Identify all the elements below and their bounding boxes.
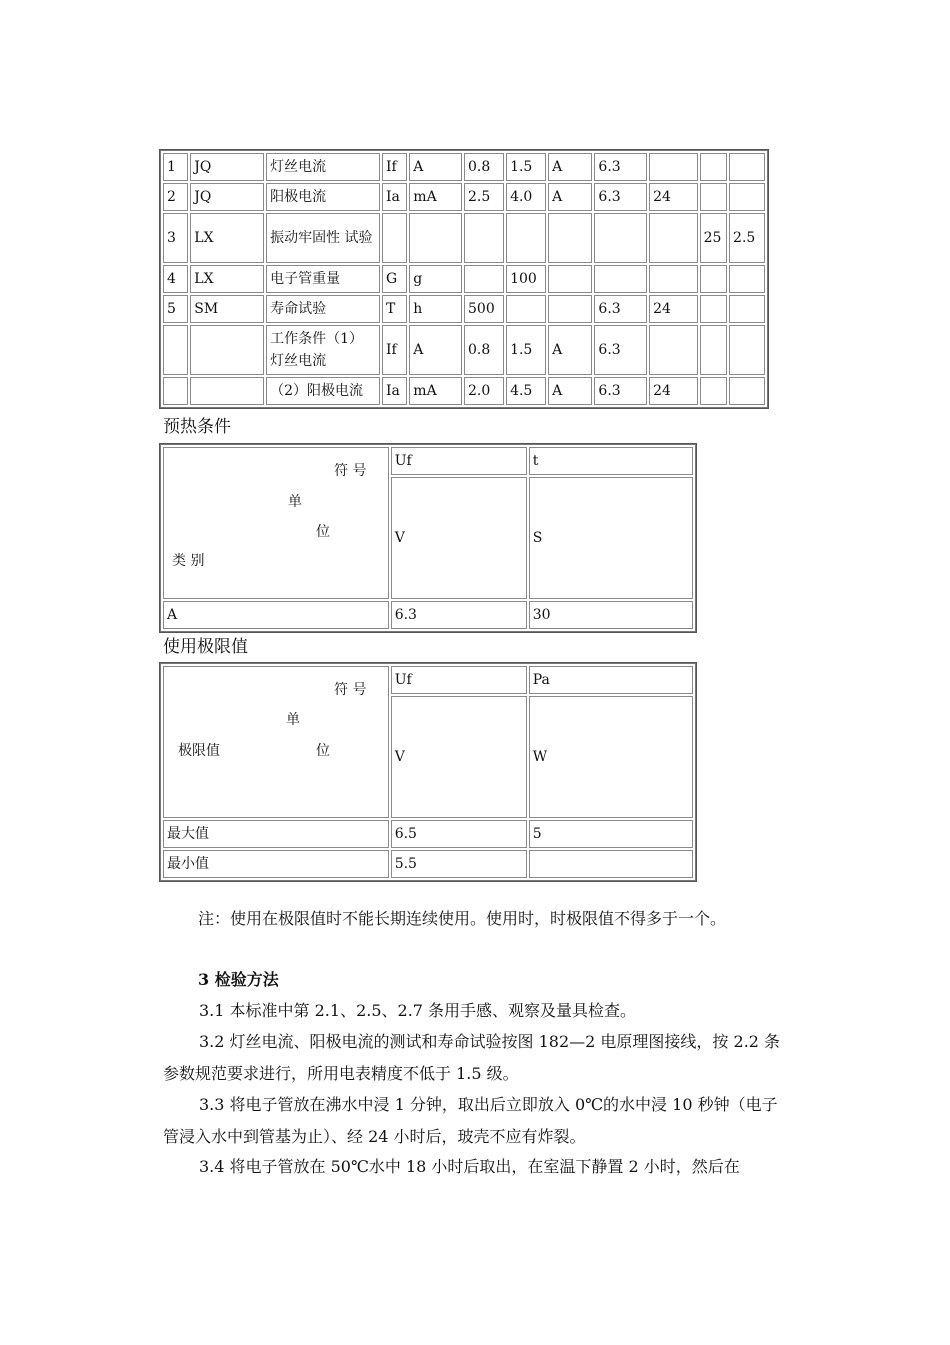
spec-table-row (163, 183, 765, 211)
spec-table-cell: If (382, 325, 407, 375)
limits-max-label: 最大值 (163, 820, 389, 848)
spec-table-cell: mA (409, 183, 462, 211)
spec-table-cell (700, 153, 727, 181)
spec-table-cell (729, 295, 765, 323)
spec-table-cell (649, 153, 698, 181)
spec-table-cell: 24 (649, 183, 698, 211)
usage-limits-table (160, 663, 696, 881)
spec-table-cell (729, 377, 765, 405)
spec-table-cell: LX (190, 213, 264, 263)
spec-table-cell (700, 295, 727, 323)
spec-table-cell: 6.3 (594, 325, 647, 375)
spec-table-cell: 6.3 (594, 183, 647, 211)
spec-table-cell (649, 325, 698, 375)
spec-table-cell: JQ (190, 153, 264, 181)
limits-header-symbol: 符 号 (334, 682, 367, 698)
preheat-header-unit-2: 位 (316, 524, 330, 540)
spec-table-cell (729, 265, 765, 293)
usage-note: 注：使用在极限值时不能长期连续使用。使用时，时极限值不得多于一个。 (198, 909, 727, 928)
spec-table-row (163, 377, 765, 405)
spec-table-cell: 2 (163, 183, 188, 211)
spec-table-cell: 25 (700, 213, 727, 263)
paragraph-3-2 (163, 1026, 788, 1090)
spec-table-cell: 2.5 (464, 183, 504, 211)
spec-table-cell: Ia (382, 377, 407, 405)
spec-table-cell (594, 213, 647, 263)
spec-table-cell (548, 295, 592, 323)
spec-table-cell: g (409, 265, 462, 293)
parameter-spec-table (160, 150, 768, 408)
preheat-row-label: A (163, 601, 389, 629)
limits-min-label: 最小值 (163, 850, 389, 878)
paragraph-3-1 (163, 995, 788, 1027)
spec-table-cell: 6.3 (594, 153, 647, 181)
spec-table-cell (506, 213, 546, 263)
spec-table-cell (700, 183, 727, 211)
spec-table-cell: 振动牢固性 试验 (266, 213, 380, 263)
spec-table-cell (700, 265, 727, 293)
spec-table-cell (190, 325, 264, 375)
spec-table-cell (409, 213, 462, 263)
limits-diagonal-header (163, 666, 389, 818)
spec-table-cell: JQ (190, 183, 264, 211)
spec-table-cell: 2.0 (464, 377, 504, 405)
spec-table-cell (382, 213, 407, 263)
spec-table-cell (190, 377, 264, 405)
spec-table-cell: G (382, 265, 407, 293)
spec-table-cell: A (548, 325, 592, 375)
limits-max-pa: 5 (529, 820, 693, 848)
spec-table-cell: 500 (464, 295, 504, 323)
preheat-conditions-table (160, 444, 696, 632)
limits-max-uf: 6.5 (391, 820, 527, 848)
spec-table-cell (548, 213, 592, 263)
preheat-header-symbol: 符 号 (334, 463, 367, 479)
spec-table-cell (729, 183, 765, 211)
limits-header-category: 极限值 (178, 743, 220, 759)
spec-table-cell: 4.0 (506, 183, 546, 211)
spec-table-cell: 0.8 (464, 153, 504, 181)
limits-min-pa (529, 850, 693, 878)
paragraph-3-4-text: 3.4 将电子管放在 50℃水中 18 小时后取出，在室温下静置 2 小时，然后在 (199, 1157, 740, 1176)
spec-table-cell (163, 325, 188, 375)
limits-unit-w: W (529, 696, 693, 818)
spec-table-cell: If (382, 153, 407, 181)
spec-table-cell: A (409, 153, 462, 181)
limits-caption: 使用极限值 (163, 637, 248, 657)
spec-table-cell: （2）阳极电流 (266, 377, 380, 405)
spec-table-cell: Ia (382, 183, 407, 211)
preheat-value-uf: 6.3 (391, 601, 527, 629)
limits-min-uf: 5.5 (391, 850, 527, 878)
spec-table-row (163, 213, 765, 263)
spec-table-cell: T (382, 295, 407, 323)
spec-table-cell: 3 (163, 213, 188, 263)
spec-table-cell: 工作条件（1）灯丝电流 (266, 325, 380, 375)
spec-table-cell: SM (190, 295, 264, 323)
spec-table-row (163, 153, 765, 181)
spec-table-cell: A (548, 377, 592, 405)
spec-table-cell: 1.5 (506, 153, 546, 181)
limits-symbol-uf: Uf (391, 666, 527, 694)
spec-table-cell: A (548, 153, 592, 181)
preheat-value-t: 30 (529, 601, 693, 629)
spec-table-cell (700, 377, 727, 405)
spec-table-cell (729, 153, 765, 181)
spec-table-cell (649, 213, 698, 263)
preheat-diagonal-header (163, 447, 389, 599)
limits-header-unit-2: 位 (316, 743, 330, 759)
spec-table-cell: 24 (649, 295, 698, 323)
spec-table-cell (506, 295, 546, 323)
spec-table-cell: 5 (163, 295, 188, 323)
spec-table-cell: A (548, 183, 592, 211)
section-title: 3 检验方法 (198, 970, 279, 989)
paragraph-3-4 (163, 1151, 788, 1183)
spec-table-row (163, 325, 765, 375)
spec-table-cell: 24 (649, 377, 698, 405)
spec-table-cell: 4.5 (506, 377, 546, 405)
paragraph-3-1-text: 3.1 本标准中第 2.1、2.5、2.7 条用手感、观察及量具检查。 (199, 1001, 637, 1020)
limits-header-unit-1: 单 (286, 712, 300, 728)
preheat-symbol-uf: Uf (391, 447, 527, 475)
spec-table-cell: 4 (163, 265, 188, 293)
spec-table-row (163, 265, 765, 293)
spec-table-cell (649, 265, 698, 293)
spec-table-cell (548, 265, 592, 293)
preheat-caption: 预热条件 (163, 417, 231, 437)
spec-table-cell: 电子管重量 (266, 265, 380, 293)
spec-table-cell (464, 213, 504, 263)
spec-table-cell (163, 377, 188, 405)
spec-table-cell: 寿命试验 (266, 295, 380, 323)
spec-table-cell: h (409, 295, 462, 323)
spec-table-cell: 阳极电流 (266, 183, 380, 211)
spec-table-cell: 1 (163, 153, 188, 181)
paragraph-3-2-text: 3.2 灯丝电流、阳极电流的测试和寿命试验按图 182—2 电原理图接线，按 2.2 条参数规范要求进行，所用电表精度不低于 1.5 级。 (163, 1032, 781, 1083)
spec-table-cell (700, 325, 727, 375)
preheat-header-category: 类 别 (172, 553, 205, 569)
spec-table-cell: 灯丝电流 (266, 153, 380, 181)
preheat-unit-v: V (391, 477, 527, 599)
spec-table-cell: A (409, 325, 462, 375)
preheat-symbol-t: t (529, 447, 693, 475)
spec-table-cell: 2.5 (729, 213, 765, 263)
spec-table-cell (729, 325, 765, 375)
spec-table-cell: 6.3 (594, 295, 647, 323)
spec-table-cell: 100 (506, 265, 546, 293)
limits-unit-v: V (391, 696, 527, 818)
spec-table-cell: 1.5 (506, 325, 546, 375)
preheat-header-unit-1: 单 (288, 494, 302, 510)
spec-table-cell (594, 265, 647, 293)
spec-table-cell: 6.3 (594, 377, 647, 405)
preheat-unit-s: S (529, 477, 693, 599)
spec-table-cell: mA (409, 377, 462, 405)
limits-symbol-pa: Pa (529, 666, 693, 694)
spec-table-cell (464, 265, 504, 293)
paragraph-3-3-text: 3.3 将电子管放在沸水中浸 1 分钟，取出后立即放入 0℃的水中浸 10 秒钟（电子管浸入水中到管基为止）、经 24 小时后，玻壳不应有炸裂。 (163, 1095, 778, 1146)
spec-table-cell: LX (190, 265, 264, 293)
spec-table-row (163, 295, 765, 323)
paragraph-3-3 (163, 1089, 788, 1153)
spec-table-cell: 0.8 (464, 325, 504, 375)
